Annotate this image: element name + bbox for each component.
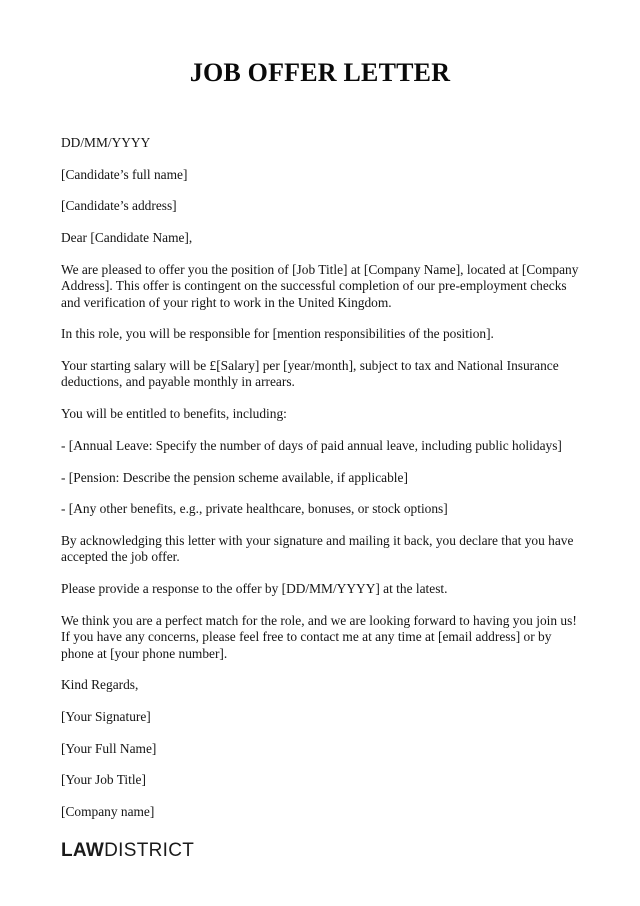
letter-body bbox=[61, 135, 581, 836]
benefit-pension: - [Pension: Describe the pension scheme available, if applicable] bbox=[61, 469, 408, 485]
document-title: JOB OFFER LETTER bbox=[189, 58, 451, 87]
letter-date: DD/MM/YYYY bbox=[61, 135, 151, 150]
benefits-intro: You will be entitled to benefits, including: bbox=[61, 406, 287, 422]
full-name-placeholder: [Your Full Name] bbox=[61, 740, 157, 756]
candidate-address: [Candidate’s address] bbox=[61, 198, 177, 214]
signature-placeholder: [Your Signature] bbox=[61, 708, 151, 724]
closing-paragraph: We think you are a perfect match for the role, and we are looking forward to having you join us! If you have any concerns, please feel free to contact me at any time at [email address] or by phone at [your phone number]. bbox=[61, 612, 577, 661]
role-paragraph: In this role, you will be responsible for [mention responsibilities of the position]. bbox=[61, 326, 494, 342]
logo-regular-text: DISTRICT bbox=[104, 840, 195, 861]
benefit-annual-leave: - [Annual Leave: Specify the number of days of paid annual leave, including public holidays] bbox=[61, 437, 562, 453]
company-name-placeholder: [Company name] bbox=[61, 804, 155, 820]
job-title-placeholder: [Your Job Title] bbox=[61, 772, 146, 788]
salary-paragraph: Your starting salary will be £[Salary] per [year/month], subject to tax and National Insurance deductions, and payable monthly in arrears. bbox=[61, 358, 559, 390]
benefit-other: - [Any other benefits, e.g., private healthcare, bonuses, or stock options] bbox=[61, 501, 448, 517]
salutation: Dear [Candidate Name], bbox=[61, 230, 193, 246]
logo-bold-text: LAW bbox=[61, 840, 105, 861]
lawdistrict-logo bbox=[61, 840, 194, 862]
acknowledge-paragraph: By acknowledging this letter with your signature and mailing it back, you declare that you have accepted the job offer. bbox=[61, 532, 574, 565]
offer-paragraph: We are pleased to offer you the position of [Job Title] at [Company Name], located at [Company Address]. This offer is contingent on the successful completion of our pre-employment checks and verification of your right to work in the United Kingdom. bbox=[61, 261, 579, 310]
candidate-name: [Candidate’s full name] bbox=[61, 166, 188, 182]
response-paragraph: Please provide a response to the offer by [DD/MM/YYYY] at the latest. bbox=[61, 581, 448, 597]
sign-off: Kind Regards, bbox=[61, 677, 139, 693]
